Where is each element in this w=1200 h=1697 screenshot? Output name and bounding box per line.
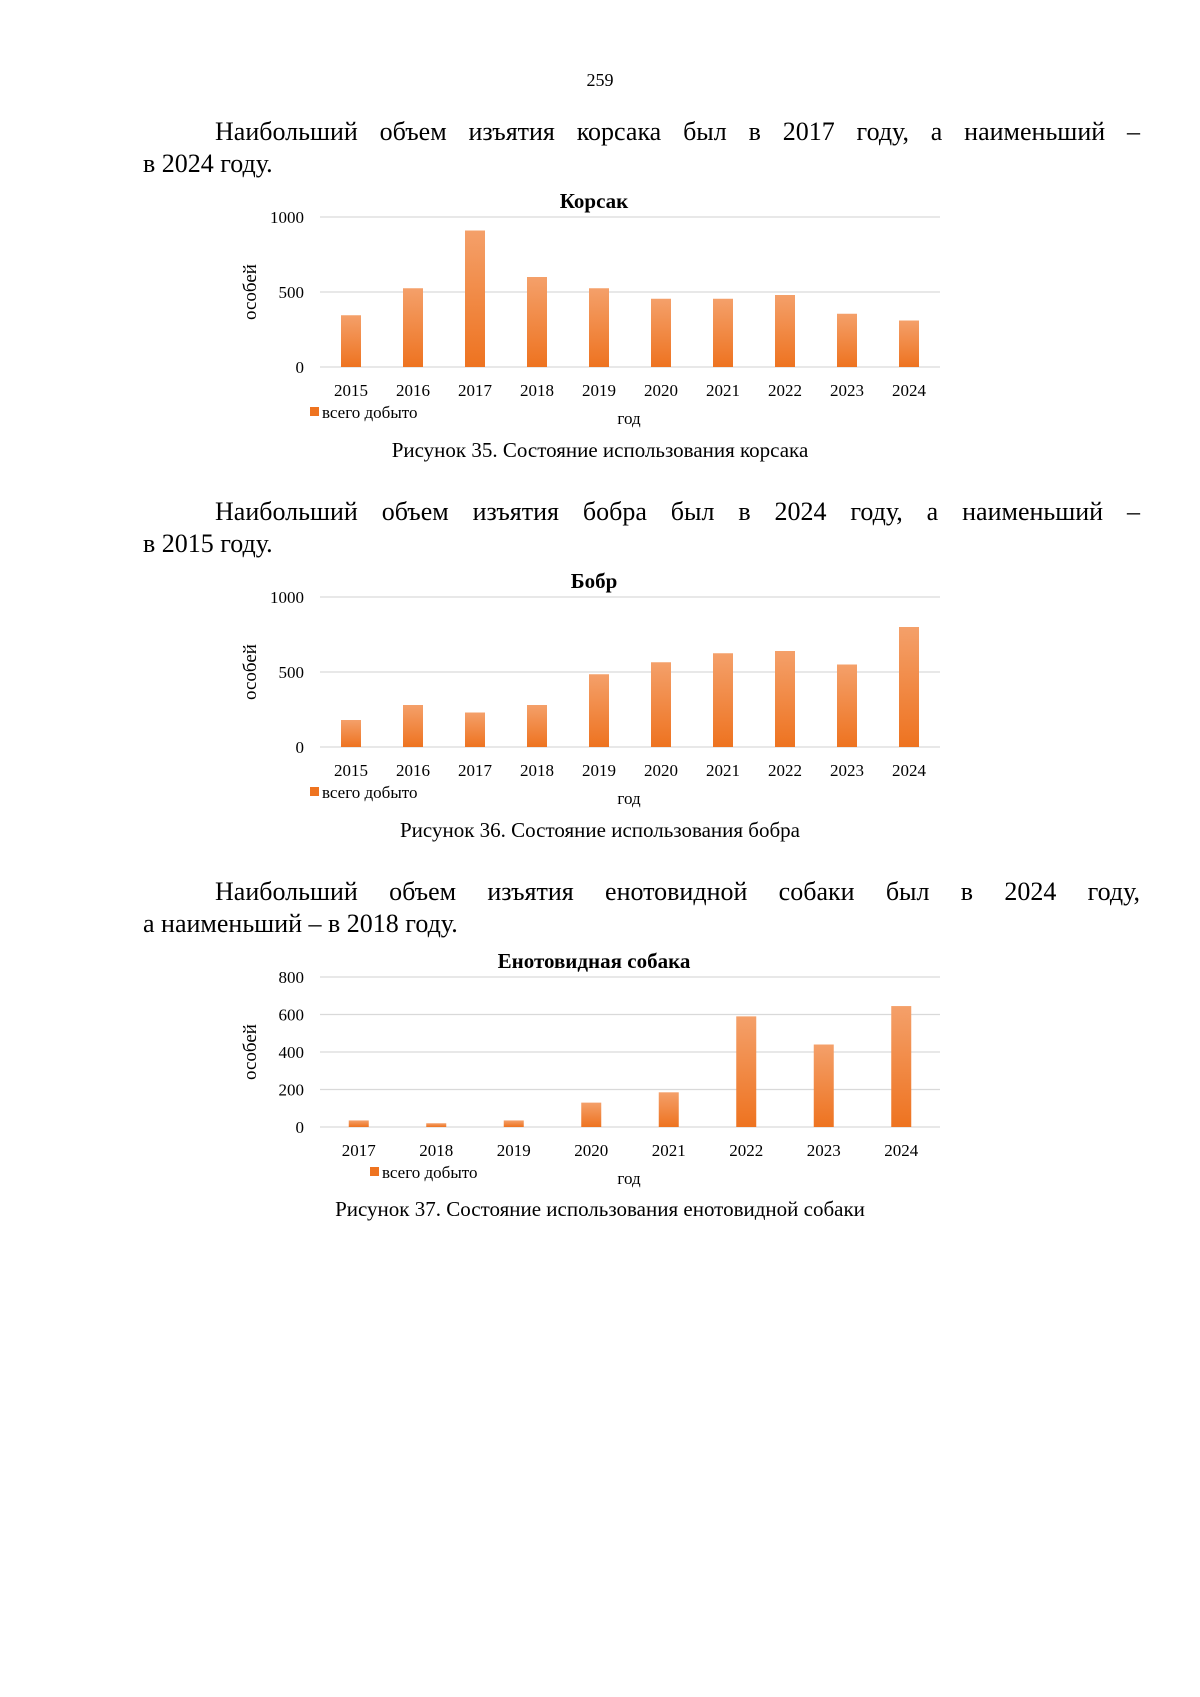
x-tick-label: 2021 (706, 761, 740, 780)
x-tick-label: 2017 (458, 761, 492, 780)
x-tick-label: 2019 (582, 761, 616, 780)
bar (899, 321, 919, 368)
x-tick-label: 2015 (334, 381, 368, 400)
x-tick-label: 2024 (892, 381, 926, 400)
x-tick-label: 2019 (496, 1141, 531, 1160)
x-tick-label: 2016 (396, 761, 430, 780)
paragraph-line: Наибольший объем изъятия бобра был в 2024 году, а наименьший – (215, 497, 1140, 526)
x-axis-label: год (617, 789, 641, 808)
x-axis-label: год (617, 1169, 641, 1188)
bar (465, 713, 485, 748)
bar (659, 1092, 679, 1127)
bar (814, 1045, 834, 1128)
legend-swatch (370, 1167, 379, 1176)
x-tick-label: 2015 (334, 761, 368, 780)
bar (837, 665, 857, 748)
bar (775, 295, 795, 367)
x-tick-label: 2017 (458, 381, 492, 400)
x-tick-label: 2020 (644, 761, 678, 780)
y-tick-label: 0 (295, 738, 304, 757)
x-tick-label: 2018 (520, 761, 554, 780)
bar (349, 1120, 369, 1127)
bar (403, 288, 423, 367)
y-tick-label: 500 (278, 283, 304, 302)
legend-swatch (310, 407, 319, 416)
paragraph-korsak (143, 116, 1140, 180)
bar (713, 299, 733, 367)
paragraph-line: Наибольший объем изъятия енотовидной собаки был в 2024 году, (215, 877, 1140, 906)
x-tick-label: 2023 (806, 1141, 841, 1160)
x-tick-label: 2023 (830, 381, 864, 400)
y-tick-label: 500 (278, 663, 304, 682)
x-tick-label: 2020 (574, 1141, 609, 1160)
x-tick-label: 2021 (651, 1141, 686, 1160)
chart-svg (240, 945, 1040, 1215)
y-axis-label: особей (240, 644, 261, 700)
bar (651, 662, 671, 747)
bar (341, 720, 361, 747)
chart-korsak (240, 185, 1040, 455)
chart-title: Корсак (559, 189, 629, 213)
legend-label: всего добыто (322, 403, 418, 422)
bar (426, 1123, 446, 1127)
bar (589, 288, 609, 367)
bar (341, 315, 361, 367)
bar (899, 627, 919, 747)
x-tick-label: 2019 (582, 381, 616, 400)
y-tick-label: 1000 (270, 588, 304, 607)
bar (589, 674, 609, 747)
chart-title: Бобр (570, 569, 618, 593)
bar (837, 314, 857, 367)
legend-label: всего добыто (322, 783, 418, 802)
x-tick-label: 2020 (644, 381, 678, 400)
bar (736, 1016, 756, 1127)
y-tick-label: 400 (278, 1043, 304, 1062)
bar (651, 299, 671, 367)
page-number: 259 (586, 70, 614, 90)
figure-caption: Рисунок 36. Состояние использования бобра (400, 818, 800, 842)
x-tick-label: 2021 (706, 381, 740, 400)
x-tick-label: 2023 (830, 761, 864, 780)
bar (891, 1006, 911, 1127)
x-tick-label: 2022 (729, 1141, 764, 1160)
paragraph-raccoon-dog (143, 876, 1140, 940)
x-tick-label: 2016 (396, 381, 430, 400)
paragraph-line: Наибольший объем изъятия корсака был в 2017 году, а наименьший – (215, 117, 1140, 146)
bar (775, 651, 795, 747)
chart-bobr (240, 565, 1040, 835)
paragraph-line: а наименьший – в 2018 году. (143, 909, 458, 938)
x-tick-label: 2018 (419, 1141, 454, 1160)
paragraph-line: в 2024 году. (143, 149, 273, 178)
y-tick-label: 0 (295, 358, 304, 377)
x-tick-label: 2017 (341, 1141, 376, 1160)
bar (527, 277, 547, 367)
figure-caption: Рисунок 35. Состояние использования корсака (391, 438, 809, 462)
chart-title: Енотовидная собака (497, 949, 691, 973)
y-tick-label: 1000 (270, 208, 304, 227)
chart-raccoon-dog (240, 945, 1040, 1215)
bar (581, 1103, 601, 1127)
legend-label: всего добыто (382, 1163, 478, 1182)
y-tick-label: 200 (278, 1080, 304, 1100)
x-tick-label: 2022 (768, 381, 802, 400)
paragraph-line: в 2015 году. (143, 529, 273, 558)
bar (403, 705, 423, 747)
y-axis-label: особей (240, 1024, 261, 1080)
y-tick-label: 0 (295, 1118, 304, 1137)
y-tick-label: 600 (278, 1005, 304, 1025)
x-tick-label: 2024 (892, 761, 926, 780)
chart-svg (240, 185, 1040, 455)
chart-svg (240, 565, 1040, 835)
x-tick-label: 2022 (768, 761, 802, 780)
legend-swatch (310, 787, 319, 796)
x-axis-label: год (617, 409, 641, 428)
x-tick-label: 2018 (520, 381, 554, 400)
figure-caption: Рисунок 37. Состояние использования енотовидной собаки (335, 1197, 865, 1221)
bar (713, 653, 733, 747)
y-tick-label: 800 (278, 968, 304, 987)
paragraph-bobr (143, 496, 1140, 560)
bar (465, 231, 485, 368)
bar (504, 1120, 524, 1127)
x-tick-label: 2024 (884, 1141, 919, 1160)
y-axis-label: особей (240, 264, 261, 320)
bar (527, 705, 547, 747)
